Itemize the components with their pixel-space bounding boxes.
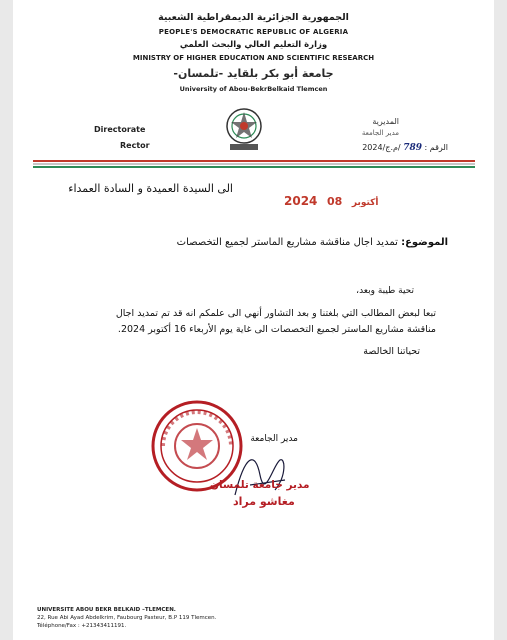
subject-label: الموضوع: xyxy=(401,237,448,248)
footer-university: UNIVERSITE ABOU BEKR BELKAID –TLEMCEN. xyxy=(37,607,176,613)
closing: تحياتنا الخالصة xyxy=(363,346,420,357)
body-line-1: تبعا لبعض المطالب التي بلغتنا و بعد التشاور أنهي الى علمكم انه قد تم تمديد اجال xyxy=(115,308,436,319)
reference-number xyxy=(362,143,448,153)
letter-page xyxy=(13,0,494,640)
header-rule-grey xyxy=(33,163,475,165)
date-day: 08 xyxy=(326,195,343,208)
subject-text: تمديد اجال مناقشة مشاريع الماستر لجميع التخصصات xyxy=(176,237,398,248)
header-republic-en: PEOPLE'S DEMOCRATIC REPUBLIC OF ALGERIA xyxy=(158,28,349,36)
header-rule-red xyxy=(33,160,475,162)
university-logo xyxy=(222,104,266,158)
header-rule-green xyxy=(33,166,475,168)
directorate-en: Directorate xyxy=(94,125,146,134)
header-republic-ar: الجمهورية الجزائرية الديمقراطية الشعبية xyxy=(158,12,349,23)
date-month: أكتوبر xyxy=(351,198,379,208)
reference-suffix: /م.ج/2024 xyxy=(362,143,401,152)
addressee: الى السيدة العميدة و السادة العمداء xyxy=(68,182,233,195)
date-year: 2024 xyxy=(284,194,318,208)
rector-ar: مدير الجامعة xyxy=(361,129,399,137)
header-ministry-en: MINISTRY OF HIGHER EDUCATION AND SCIENTIFIC RESEARCH xyxy=(132,54,375,62)
reference-prefix: الرقم : xyxy=(424,143,448,152)
signatory-name: مغاشو مراد xyxy=(233,495,295,508)
subject-line xyxy=(177,237,448,248)
reference-handwritten-number: 789 xyxy=(403,143,422,153)
greeting: تحية طيبة وبعد، xyxy=(356,286,414,296)
footer-address: 22, Rue Abi Ayad Abdelkrim, Faubourg Pasteur, B.P 119 Tlemcen. xyxy=(37,615,217,621)
directorate-ar: المديرية xyxy=(372,117,399,126)
date-stamp xyxy=(284,190,383,209)
header-university-en: University of Abou-BekrBelkaid Tlemcen xyxy=(179,85,328,93)
body-line-2: مناقشة مشاريع الماستر لجميع التخصصات الى غاية يوم الأربعاء 16 أكتوبر 2024. xyxy=(117,324,436,335)
header-ministry-ar: وزارة التعليم العالي والبحث العلمي xyxy=(179,40,328,50)
signatory-title: مدير الجامعة xyxy=(250,434,298,444)
signature-stamp-title: مدير جامعة تلمسان xyxy=(210,479,310,491)
rector-en: Rector xyxy=(120,141,150,150)
header-university-ar: جامعة أبو بكر بلقايد -تلمسان- xyxy=(173,67,334,80)
footer-phone: Téléphone/Fax : +21343411191. xyxy=(37,623,127,629)
